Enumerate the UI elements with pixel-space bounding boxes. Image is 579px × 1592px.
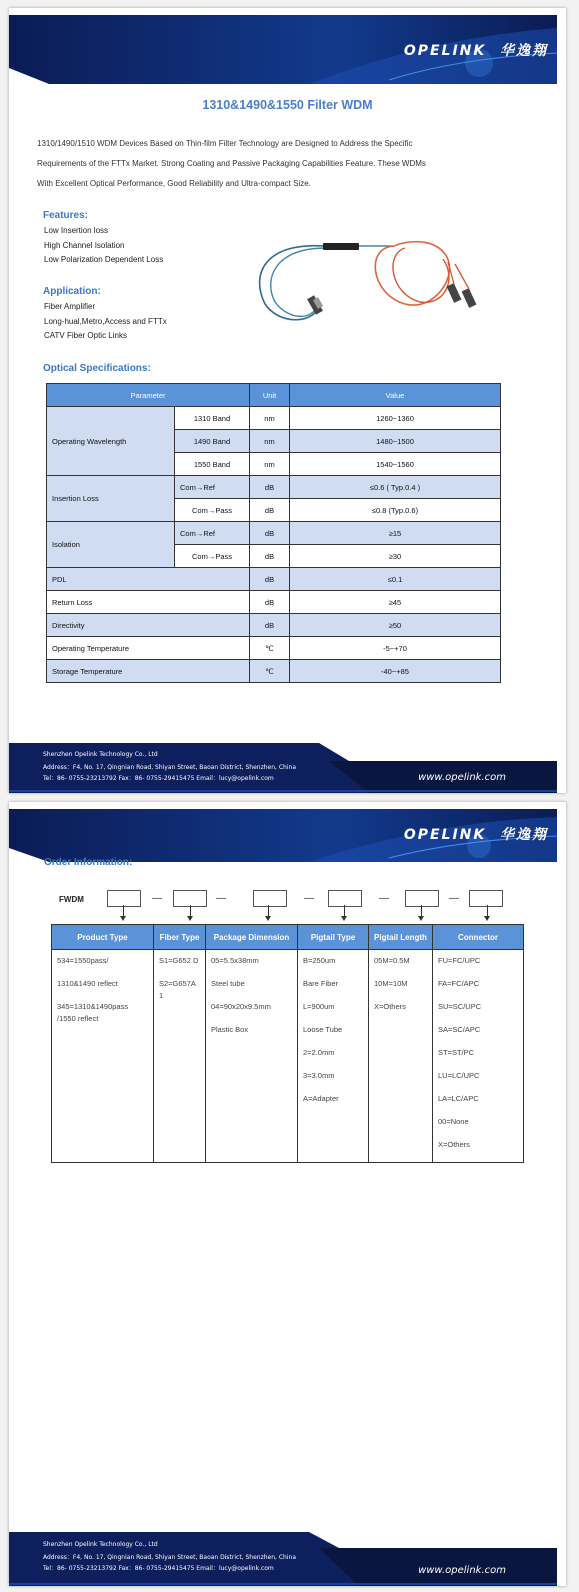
footer-banner bbox=[9, 735, 566, 793]
intro-paragraph bbox=[37, 134, 542, 194]
param-value: 1540~1560 bbox=[290, 453, 501, 476]
param-sub: Com→Ref bbox=[175, 476, 250, 499]
param-sub: 1310 Band bbox=[175, 407, 250, 430]
col-header-product-type: Product Type bbox=[52, 925, 154, 950]
param-value: ≥45 bbox=[290, 591, 501, 614]
option-item: SU=SC/UPC bbox=[438, 1002, 482, 1011]
spec-row bbox=[47, 407, 501, 430]
footer-contact: Tel：86- 0755-23213792 Fax：86- 0755-29415475 Email：lucy@opelink.com bbox=[43, 1565, 274, 1572]
spec-row bbox=[47, 637, 501, 660]
package-options bbox=[206, 950, 298, 1163]
option-item: 2=2.0mm bbox=[303, 1048, 335, 1057]
pigtail-length-options bbox=[369, 950, 433, 1163]
option-item: S2=G657A 1 bbox=[159, 979, 196, 1000]
col-header-package: Package Dimension bbox=[206, 925, 298, 950]
option-item: Steel tube bbox=[211, 979, 245, 988]
fiber-type-options bbox=[154, 950, 206, 1163]
param-sub: Com→Pass bbox=[175, 545, 250, 568]
spec-row bbox=[47, 660, 501, 683]
param-unit: dB bbox=[250, 545, 290, 568]
param-sub: Com→Pass bbox=[175, 499, 250, 522]
option-item: FA=FC/APC bbox=[438, 979, 480, 988]
param-unit: dB bbox=[250, 614, 290, 637]
spec-row bbox=[47, 591, 501, 614]
param-value: 1260~1360 bbox=[290, 407, 501, 430]
option-item: A=Adapter bbox=[303, 1094, 339, 1103]
separator-dash: — bbox=[152, 893, 162, 904]
header-banner bbox=[9, 802, 566, 882]
param-unit: dB bbox=[250, 522, 290, 545]
features-list bbox=[44, 224, 163, 268]
footer-company: Shenzhen Opelink Technology Co., Ltd bbox=[43, 1541, 158, 1548]
param-unit: dB bbox=[250, 476, 290, 499]
footer-contact: Tel：86- 0755-23213792 Fax：86- 0755-29415475 Email：lucy@opelink.com bbox=[43, 775, 274, 782]
application-item: Fiber Amplifier bbox=[44, 302, 96, 311]
param-label: Operating Wavelength bbox=[47, 407, 175, 476]
option-item: S1=G652 D bbox=[159, 956, 199, 965]
param-value: 1480~1500 bbox=[290, 430, 501, 453]
arrow-down-icon bbox=[268, 905, 269, 917]
option-item: SA=SC/APC bbox=[438, 1025, 481, 1034]
col-header-value: Value bbox=[290, 384, 501, 407]
param-unit: dB bbox=[250, 591, 290, 614]
order-options-row bbox=[52, 950, 524, 1163]
col-header-parameter: Parameter bbox=[47, 384, 250, 407]
footer-banner bbox=[9, 1528, 566, 1586]
option-item: LA=LC/APC bbox=[438, 1094, 479, 1103]
spec-row bbox=[47, 614, 501, 637]
application-list bbox=[44, 300, 167, 344]
datasheet-page-1 bbox=[9, 8, 566, 793]
datasheet-page-2 bbox=[9, 802, 566, 1586]
param-value: ≤0.8 (Typ.0.6) bbox=[290, 499, 501, 522]
col-header-pigtail-length: Pigtail Length bbox=[369, 925, 433, 950]
param-label: Isolation bbox=[47, 522, 175, 568]
application-item: Long-hual,Metro,Access and FTTx bbox=[44, 316, 167, 326]
document-title: 1310&1490&1550 Filter WDM bbox=[202, 98, 373, 112]
option-item: Bare Fiber bbox=[303, 979, 339, 988]
spec-header-row bbox=[47, 384, 501, 407]
param-label: Insertion Loss bbox=[47, 476, 175, 522]
order-header-row bbox=[52, 925, 524, 950]
arrow-down-icon bbox=[421, 905, 422, 917]
footer-website[interactable]: www.opelink.com bbox=[418, 772, 506, 783]
option-item: 05M=0.5M bbox=[374, 956, 410, 965]
param-value: ≥15 bbox=[290, 522, 501, 545]
param-label: Operating Temperature bbox=[47, 637, 250, 660]
param-value: ≤0.1 bbox=[290, 568, 501, 591]
param-unit: ℃ bbox=[250, 637, 290, 660]
separator-dash: — bbox=[379, 893, 389, 904]
param-sub: 1550 Band bbox=[175, 453, 250, 476]
option-item: ST=ST/PC bbox=[438, 1048, 475, 1057]
arrow-down-icon bbox=[123, 905, 124, 917]
feature-item: Low Polarization Dependent Loss bbox=[44, 255, 164, 264]
order-code-table bbox=[51, 924, 524, 1163]
param-unit: nm bbox=[250, 407, 290, 430]
option-item: 04=90x20x9.5mm bbox=[211, 1002, 271, 1011]
code-box-product-type bbox=[107, 890, 141, 907]
param-unit: nm bbox=[250, 453, 290, 476]
option-item: B=250um bbox=[303, 956, 336, 965]
separator-dash: — bbox=[216, 893, 226, 904]
footer-address: Address：F4, No. 17, Qingnian Road, Shiyan Street, Baoan District, Shenzhen, China bbox=[43, 764, 297, 771]
code-box-package bbox=[253, 890, 287, 907]
pigtail-type-options bbox=[298, 950, 369, 1163]
separator-dash: — bbox=[304, 893, 314, 904]
spec-row bbox=[47, 476, 501, 499]
header-banner bbox=[9, 8, 566, 88]
option-item: X=Others bbox=[374, 1002, 406, 1011]
specs-heading: Optical Specifications: bbox=[43, 363, 151, 374]
param-label: Directivity bbox=[47, 614, 250, 637]
order-heading: Order Information: bbox=[44, 857, 133, 868]
intro-line: With Excellent Optical Performance, Good Reliability and Ultra-compact Size. bbox=[37, 179, 311, 188]
param-label: Return Loss bbox=[47, 591, 250, 614]
code-box-pigtail-type bbox=[328, 890, 362, 907]
param-sub: Com→Ref bbox=[175, 522, 250, 545]
col-header-connector: Connector bbox=[433, 925, 524, 950]
intro-line: Requirements of the FTTx Market. Strong Coating and Passive Packaging Capabilities Feature. These WDMs bbox=[37, 159, 426, 168]
option-item: LU=LC/UPC bbox=[438, 1071, 480, 1080]
option-item: 10M=10M bbox=[374, 979, 408, 988]
param-unit: nm bbox=[250, 430, 290, 453]
brand-logo: OPELINK 华逸翔 bbox=[403, 827, 548, 843]
features-heading: Features: bbox=[43, 210, 89, 221]
option-item: X=Others bbox=[438, 1140, 470, 1149]
code-box-connector bbox=[469, 890, 503, 907]
param-value: ≥30 bbox=[290, 545, 501, 568]
option-item: 3=3.0mm bbox=[303, 1071, 335, 1080]
param-label: PDL bbox=[47, 568, 250, 591]
feature-item: High Channel Isolation bbox=[44, 240, 125, 250]
product-type-options bbox=[52, 950, 154, 1163]
param-sub: 1490 Band bbox=[175, 430, 250, 453]
col-header-unit: Unit bbox=[250, 384, 290, 407]
arrow-down-icon bbox=[190, 905, 191, 917]
separator-dash: — bbox=[449, 893, 459, 904]
option-item: FU=FC/UPC bbox=[438, 956, 481, 965]
param-value: ≤0.6 ( Typ.0.4 ) bbox=[290, 476, 501, 499]
application-item: CATV Fiber Optic Links bbox=[44, 331, 127, 340]
wdm-product-image bbox=[245, 234, 491, 328]
spec-row bbox=[47, 568, 501, 591]
col-header-pigtail-type: Pigtail Type bbox=[298, 925, 369, 950]
feature-item: Low Insertion loss bbox=[44, 226, 109, 235]
option-item: 00=None bbox=[438, 1117, 469, 1126]
param-value: -40~+85 bbox=[290, 660, 501, 683]
option-item: Plastic Box bbox=[211, 1025, 249, 1034]
option-item: 534=1550pass/ bbox=[57, 956, 109, 965]
param-unit: dB bbox=[250, 499, 290, 522]
option-item: 345=1310&1490pass /1550 reflect bbox=[57, 1002, 129, 1023]
intro-line: 1310/1490/1510 WDM Devices Based on Thin-film Filter Technology are Designed to Address the Specific bbox=[37, 139, 413, 148]
param-value: ≥50 bbox=[290, 614, 501, 637]
option-item: 1310&1490 reflect bbox=[57, 979, 118, 988]
part-number-prefix: FWDM bbox=[59, 895, 84, 904]
param-value: -5~+70 bbox=[290, 637, 501, 660]
footer-address: Address：F4, No. 17, Qingnian Road, Shiyan Street, Baoan District, Shenzhen, China bbox=[43, 1554, 297, 1561]
connector-options bbox=[433, 950, 524, 1163]
option-item: 05=5.5x38mm bbox=[211, 956, 259, 965]
param-label: Storage Temperature bbox=[47, 660, 250, 683]
option-item: Loose Tube bbox=[303, 1025, 343, 1034]
param-unit: dB bbox=[250, 568, 290, 591]
arrow-down-icon bbox=[344, 905, 345, 917]
spec-row bbox=[47, 522, 501, 545]
footer-company: Shenzhen Opelink Technology Co., Ltd bbox=[43, 751, 158, 758]
footer-website[interactable]: www.opelink.com bbox=[418, 1565, 506, 1576]
param-unit: ℃ bbox=[250, 660, 290, 683]
code-box-pigtail-length bbox=[405, 890, 439, 907]
optical-specs-table bbox=[46, 383, 501, 683]
arrow-down-icon bbox=[487, 905, 488, 917]
col-header-fiber-type: Fiber Type bbox=[154, 925, 206, 950]
option-item: L=900um bbox=[303, 1002, 335, 1011]
application-heading: Application: bbox=[43, 286, 101, 297]
brand-logo: OPELINK 华逸翔 bbox=[403, 43, 548, 59]
